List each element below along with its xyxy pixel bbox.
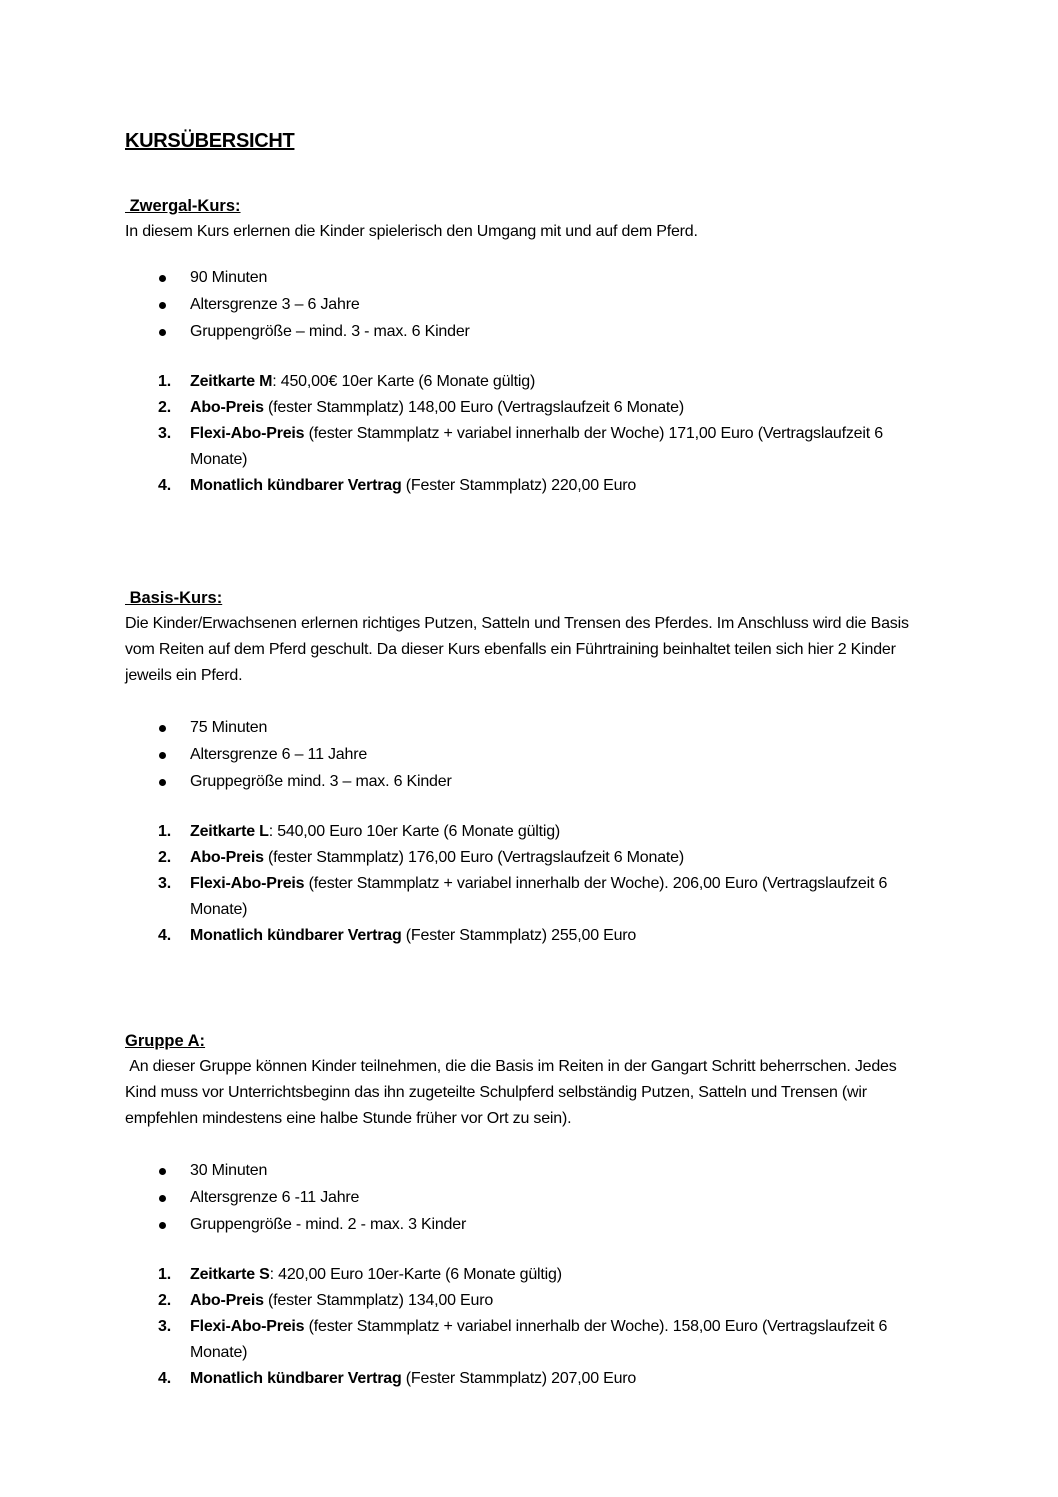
price-item: 3. Flexi-Abo-Preis (fester Stammplatz + variabel innerhalb der Woche) 171,00 Euro (Vertragslaufzeit 6 Monate) (158, 425, 883, 468)
section-heading: Zwergal-Kurs: (125, 197, 241, 215)
list-item: Altersgrenze 6 -11 Jahre (125, 1184, 925, 1211)
bullet-icon (159, 725, 166, 732)
price-item: 1. Zeitkarte S: 420,00 Euro 10er-Karte (6 Monate gültig) (158, 1266, 562, 1283)
bullet-icon (159, 329, 166, 336)
section-heading: Basis-Kurs: (125, 589, 223, 607)
price-item: 2. Abo-Preis (fester Stammplatz) 148,00 Euro (Vertragslaufzeit 6 Monate) (158, 399, 684, 416)
section-basis-kurs (125, 585, 925, 949)
section-gruppe-a (125, 1028, 925, 1392)
price-list (125, 819, 925, 949)
section-description: An dieser Gruppe können Kinder teilnehmen, die die Basis im Reiten in der Gangart Schritt beherrschen. Jedes Kind muss vor Unterrichtsbeginn das ihn zugeteilte Schulpferd selbständig Putzen, Satteln und Trensen (wir empfehlen mindestens eine halbe Stunde früher vor Ort zu sein). (125, 1058, 901, 1127)
bullet-icon (159, 1195, 166, 1202)
price-item: 3. Flexi-Abo-Preis (fester Stammplatz + variabel innerhalb der Woche). 206,00 Euro (Vertragslaufzeit 6 Monate) (158, 875, 888, 918)
bullet-icon (159, 1222, 166, 1229)
price-item: 1. Zeitkarte M: 450,00€ 10er Karte (6 Monate gültig) (158, 373, 536, 390)
list-item: 30 Minuten (125, 1157, 925, 1184)
price-item: 4. Monatlich kündbarer Vertrag (Fester Stammplatz) 220,00 Euro (158, 477, 637, 494)
price-item: 2. Abo-Preis (fester Stammplatz) 176,00 Euro (Vertragslaufzeit 6 Monate) (158, 849, 684, 866)
bullet-icon (159, 752, 166, 759)
price-item: 3. Flexi-Abo-Preis (fester Stammplatz + variabel innerhalb der Woche). 158,00 Euro (Vertragslaufzeit 6 Monate) (158, 1318, 888, 1361)
bullet-list (125, 264, 925, 345)
bullet-icon (159, 275, 166, 282)
list-item: Gruppengröße - mind. 2 - max. 3 Kinder (125, 1211, 925, 1238)
bullet-list (125, 714, 925, 795)
bullet-list (125, 1157, 925, 1238)
list-item: Altersgrenze 3 – 6 Jahre (125, 291, 925, 318)
price-item: 4. Monatlich kündbarer Vertrag (Fester Stammplatz) 255,00 Euro (158, 927, 637, 944)
price-item: 1. Zeitkarte L: 540,00 Euro 10er Karte (6 Monate gültig) (158, 823, 561, 840)
section-description: Die Kinder/Erwachsenen erlernen richtiges Putzen, Satteln und Trensen des Pferdes. Im Anschluss wird die Basis vom Reiten auf dem Pferd geschult. Da dieser Kurs ebenfalls ein Führtraining beinhaltet teilen sich hier 2 Kinder jeweils ein Pferd. (125, 615, 909, 684)
price-list (125, 1262, 925, 1392)
list-item: 90 Minuten (125, 264, 925, 291)
list-item: Altersgrenze 6 – 11 Jahre (125, 741, 925, 768)
price-item: 4. Monatlich kündbarer Vertrag (Fester Stammplatz) 207,00 Euro (158, 1370, 637, 1387)
page-title: KURSÜBERSICHT (125, 130, 295, 152)
section-description: In diesem Kurs erlernen die Kinder spielerisch den Umgang mit und auf dem Pferd. (125, 223, 698, 240)
list-item: 75 Minuten (125, 714, 925, 741)
price-list (125, 369, 925, 499)
price-item: 2. Abo-Preis (fester Stammplatz) 134,00 Euro (158, 1292, 494, 1309)
list-item: Gruppegröße mind. 3 – max. 6 Kinder (125, 768, 925, 795)
bullet-icon (159, 302, 166, 309)
list-item: Gruppengröße – mind. 3 - max. 6 Kinder (125, 318, 925, 345)
section-zwergal-kurs (125, 193, 925, 499)
bullet-icon (159, 779, 166, 786)
section-heading: Gruppe A: (125, 1032, 206, 1050)
bullet-icon (159, 1168, 166, 1175)
